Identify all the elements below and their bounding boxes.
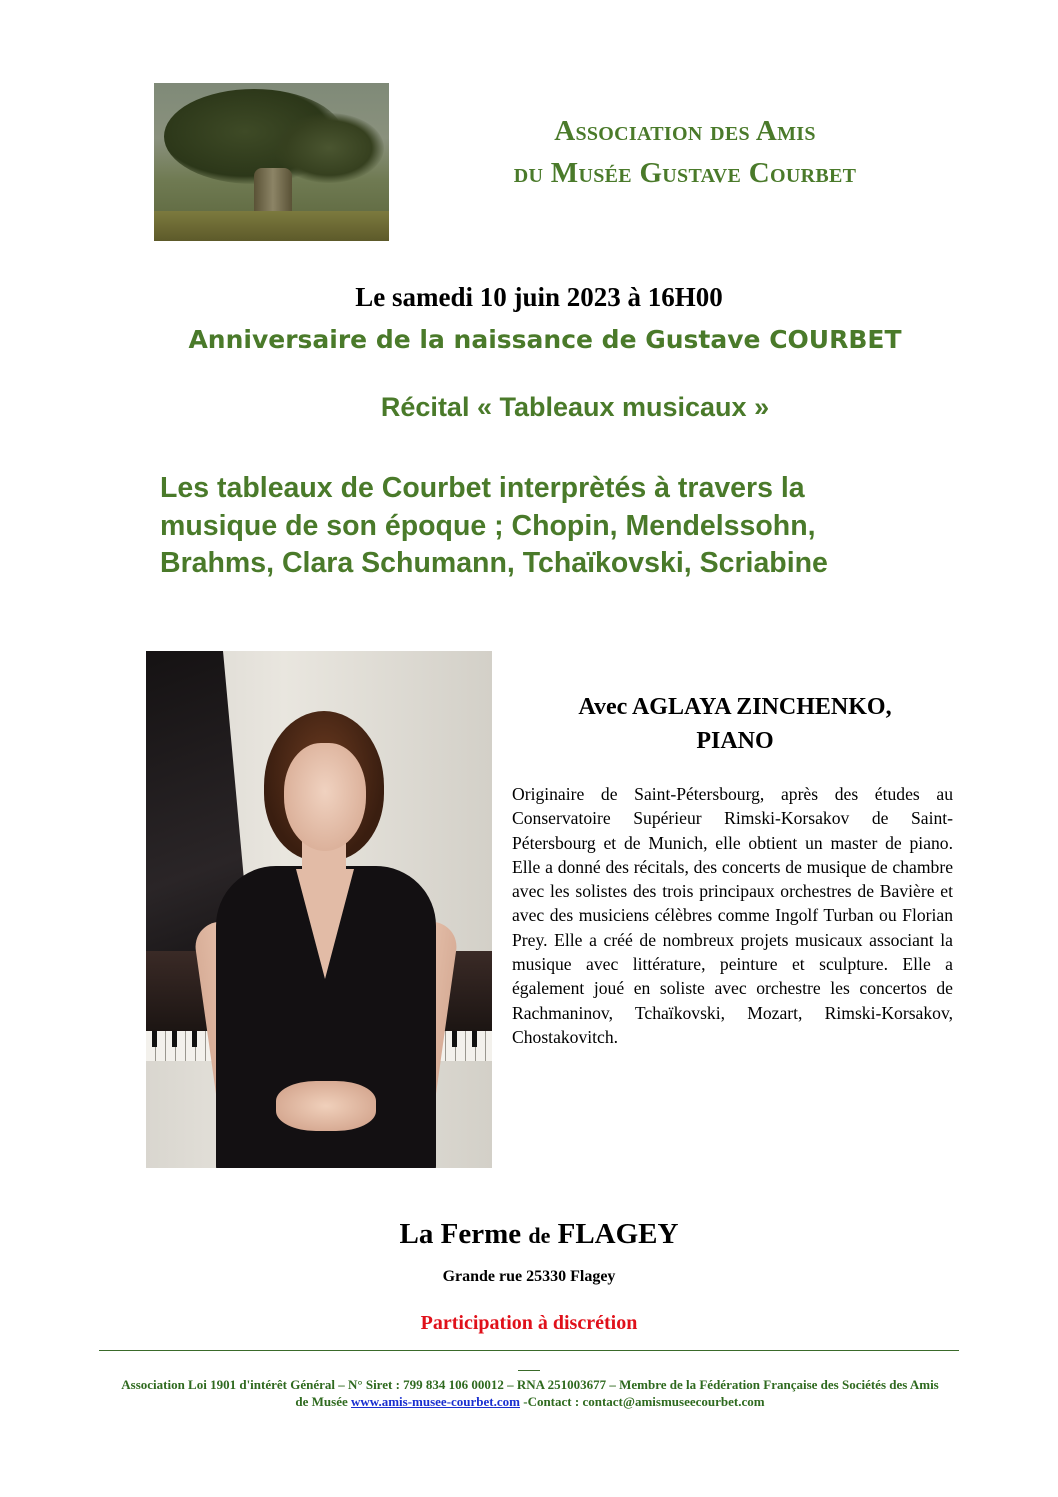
association-title — [420, 110, 950, 194]
program-intro-line1: Les tableaux de Courbet interprètés à travers la — [160, 472, 805, 504]
artist-instrument: PIANO — [696, 728, 774, 754]
pianist-portrait-image — [146, 651, 492, 1168]
venue-name-part1: La Ferme — [399, 1218, 529, 1250]
venue-name-part2: de — [528, 1223, 551, 1248]
footer-contact: -Contact : contact@amismuseecourbet.com — [519, 1394, 765, 1409]
artist-heading — [520, 690, 950, 758]
footer-divider-short — [518, 1370, 540, 1371]
venue-name — [0, 1218, 1058, 1251]
program-intro — [160, 470, 950, 583]
artist-name: Avec AGLAYA ZINCHENKO, — [578, 694, 892, 720]
participation-note: Participation à discrétion — [420, 1312, 638, 1334]
footer-line1: Association Loi 1901 d'intérêt Général – N° Siret : 799 834 106 00012 – RNA 251003677 – Membre de la Fédération Française des Sociétés des Amis — [121, 1377, 939, 1392]
courbet-painting-image — [154, 83, 389, 241]
footer-divider — [99, 1350, 959, 1351]
venue-address: Grande rue 25330 Flagey — [442, 1268, 616, 1285]
event-date: Le samedi 10 juin 2023 à 16H00 — [355, 282, 723, 312]
website-link[interactable]: www.amis-musee-courbet.com — [351, 1394, 520, 1409]
artist-biography: Originaire de Saint-Pétersbourg, après des études au Conservatoire Supérieur Rimski-Korsakov de Saint-Pétersbourg et de Munich, elle obtient un master de piano. Elle a donné des récitals, des concerts de musique de chambre avec les solistes des trois principaux orchestres de Bavière et avec des musiciens célèbres comme Ingolf Turban ou Florian Prey. Elle a créé de nombreux projets musicaux associant la musique avec littérature, peinture et sculpture. Elle a également joué en soliste avec orchestre les concertos de Rachmaninov, Tchaïkovski, Mozart, Rimski-Korsakov, Chostakovitch. — [512, 784, 953, 1047]
association-title-line2: du Musée Gustave Courbet — [513, 157, 857, 189]
footer — [90, 1376, 970, 1410]
recital-title: Récital « Tableaux musicaux » — [380, 392, 770, 422]
association-title-line1: Association des Amis — [554, 115, 816, 147]
footer-line2-prefix: de Musée — [295, 1394, 352, 1409]
footer-line2 — [90, 1393, 970, 1410]
venue-name-part3: FLAGEY — [550, 1218, 679, 1250]
program-intro-line2: musique de son époque ; Chopin, Mendelssohn, — [160, 509, 816, 542]
program-intro-line3: Brahms, Clara Schumann, Tchaïkovski, Scriabine — [160, 547, 828, 579]
anniversary-heading: Anniversaire de la naissance de Gustave COURBET — [188, 325, 902, 354]
